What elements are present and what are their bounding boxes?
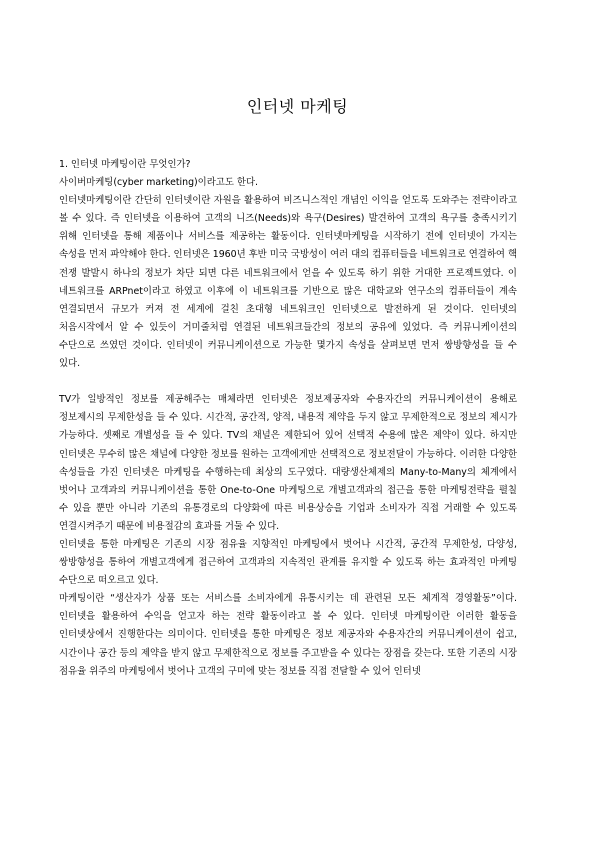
paragraph-2: TV가 일방적인 정보를 제공해주는 매체라면 인터넷은 정보제공자와 수용자간의 커뮤니케이션이 용해로 정보제시의 무제한성을 들 수 있다. 시간적, 공간적, 양적, 내용적 제약을 두지 않고 무제한적으로 정보의 제시가 가능하다. 셋째로 개별성을 들 수 있다. TV의 채널은 제한되어 있어 선택적 수용에 많은 제약이 있다. 하지만 인터넷은 무수히 많은 채널에 다양한 정보를 원하는 고객에게만 선택적으로 정보전달이 가능하다. 이러한 다양한 속성들을 가진 인터넷은 마케팅을 수행하는데 최상의 도구였다. 대량생산체제의 Many-to-Many의 체계에서 벗어나 고객과의 커뮤니케이션을 통한 One-to-One 마케팅으로 개별고객과의 접근을 통한 마케팅전략을 펼칠 수 있을 뿐만 아니라 기존의 유통경로의 다양화에 따른 비용상승을 기업과 소비자가 직접 거래할 수 있도록 연결시켜주기 때문에 비용절감의 효과를 거둘 수 있다. (59, 394, 517, 532)
paragraph-3: 인터넷을 통한 마케팅은 기존의 시장 점유율 지향적인 마케팅에서 벗어나 시간적, 공간적 무제한성, 다양성, 쌍방향성을 통하여 개별고객에게 접근하여 고객과의 지속적인 관계를 유지할 수 있도록 하는 효과적인 마케팅 수단으로 떠오르고 있다. (59, 538, 517, 587)
paragraph-4: 마케팅이란 “생산자가 상품 또는 서비스를 소비자에게 유통시키는 데 관련된 모든 체계적 경영활동”이다. 인터넷을 활용하여 수익을 얻고자 하는 전략 활동이라고 볼 수 있다. 인터넷 마케팅이란 이러한 활동을 인터넷상에서 진행한다는 의미이다. 인터넷을 통한 마케팅은 정보 제공자와 수용자간의 커뮤니케이션이 쉽고, 시간이나 공간 등의 제약을 받지 않고 무제한적으로 정보를 주고받을 수 있다는 장점을 갖는다. 또한 기존의 시장 점유율 위주의 마케팅에서 벗어나 고객의 구미에 맞는 정보를 직접 전달할 수 있어 인터넷 (59, 593, 517, 677)
section-heading: 1. 인터넷 마케팅이란 무엇인가? (59, 159, 191, 170)
paragraph-1: 인터넷마케팅이란 간단히 인터넷이란 자원을 활용하여 비즈니스적인 개념인 이익을 얻도록 도와주는 전략이라고 볼 수 있다. 즉 인터넷을 이용하여 고객의 니즈(Needs)와 욕구(Desires) 발견하여 고객의 욕구를 충족시키기 위해 인터넷을 통해 제품이나 서비스를 제공하는 활동이다. 인터넷마케팅을 시작하기 전에 인터넷이 가지는 속성을 먼저 파악해야 한다. 인터넷은 1960년 후반 미국 국방성이 여러 대의 컴퓨터들을 네트워크로 연결하여 핵 전쟁 발발시 하나의 정보가 차단 되면 다른 네트워크에서 얻을 수 있도록 하기 위한 거대한 프로젝트였다. 이 네트워크를 ARPnet이라고 하였고 이후에 이 네트워크를 기반으로 많은 대학교와 연구소의 컴퓨터들이 계속 연결되면서 규모가 커져 전 세계에 걸친 초대형 네트워크인 인터넷으로 발전하게 된 것이다. 인터넷의 처음시작에서 알 수 있듯이 거미줄처럼 연결된 네트워크들간의 정보의 공유에 있었다. 즉 커뮤니케이션의 수단으로 쓰였던 것이다. 인터넷이 커뮤니케이션으로 가능한 몇가지 속성을 살펴보면 먼저 쌍방향성을 들 수 있다. (59, 195, 517, 370)
document-title: 인터넷 마케팅 (246, 97, 349, 116)
subheading: 사이버마케팅(cyber marketing)이라고도 한다. (59, 177, 258, 189)
document-body (59, 156, 517, 681)
paragraph-spacer (59, 373, 517, 391)
